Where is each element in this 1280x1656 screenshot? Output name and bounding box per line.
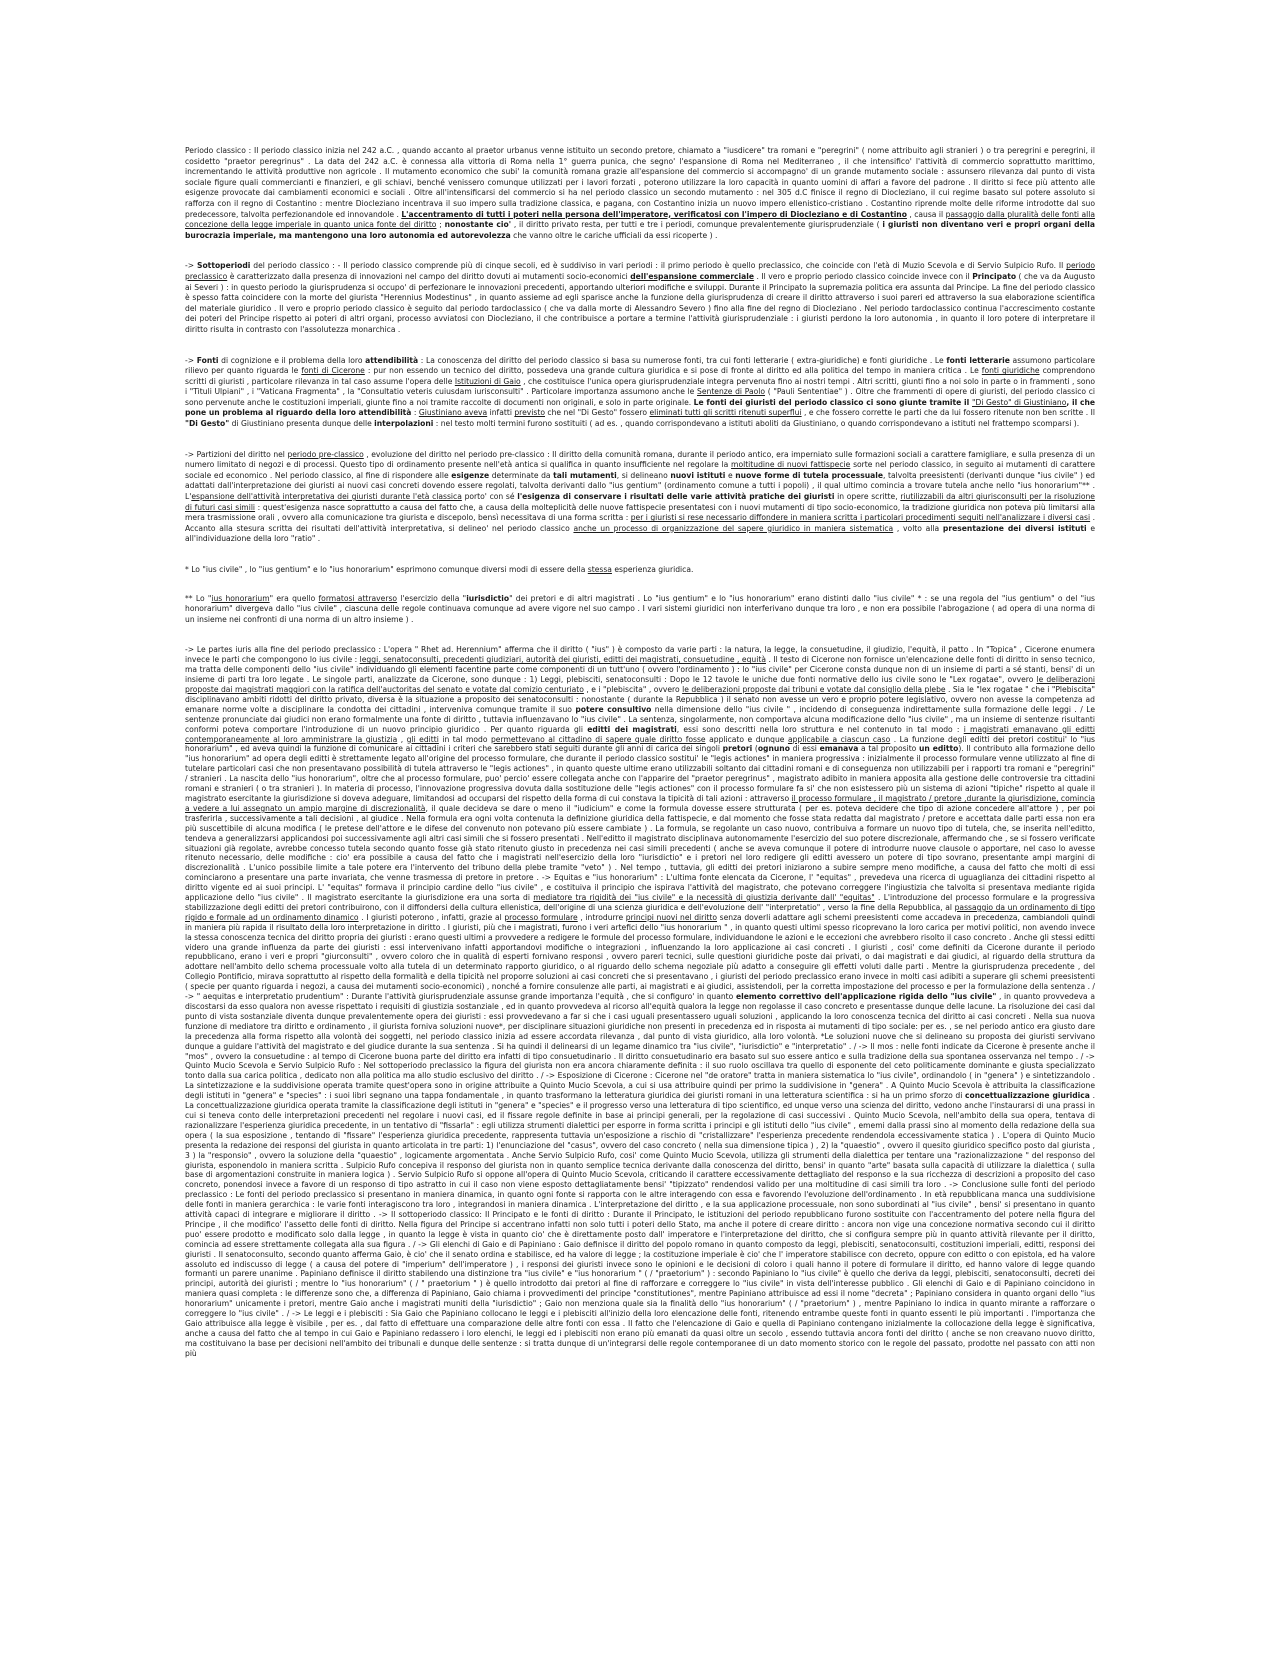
- text-run: : quest'esigenza nasce soprattutto a causa del fatto che, a causa della molteplicità delle nuove fattispecie presentatesi con i nuovi mutamenti di tipo socio-economico, la tradizione giuridica non poteva più limitarsi alla mera trasmissione orali , ovvero alla comunicazione tra giurista e discepolo, bensì necessitava di una forma scritta :: [185, 502, 1095, 523]
- text-run: , volto alla: [893, 523, 943, 533]
- text-run: comprendono scritti di giuristi , particolare rilevanza in tal caso assume l'opera delle: [185, 366, 1095, 386]
- text-run: " dei pretori e di altri magistrati . Lo "ius gentium" e lo "ius honorarium" erano distinti dallo "ius civile" * : se una regola del "ius gentium" o del "ius honorarium" divergeva dallo "ius civile" , ciascuna delle regole continuava comunque ad avere vigore nel suo campo . I vari sistemi giuridici non interferivano dunque tra loro , e non era possibile l'abrogazione ( ad opera di una norma di un insieme nei confronti di una norma di un altro insieme ) .: [185, 593, 1095, 624]
- text-run: "Di Gesto": [185, 419, 230, 429]
- text-run: le deliberazioni proposte dai tribuni e votate dal consiglio della plebe: [682, 685, 946, 694]
- text-run: attendibilità: [365, 355, 419, 365]
- text-run: , talvolta preesistenti (derivanti dunque "ius civile" ) ed adattati dall'interpretazione dei giuristi ai nuovi casi concreti dovendo essere regolati, talvolta derivanti dallo "ius gentium" (ordinamento comune a tutti i popoli) , il qual ultimo comincia a trovare tutela anche nello "ius honorarium"** . L': [185, 470, 1096, 502]
- text-run: fonti di Cicerone: [301, 366, 365, 376]
- text-run: Sentenze di Paolo: [697, 387, 766, 397]
- text-run: -> Le partes iuris alla fine del periodo preclassico : L'opera " Rhet ad. Herennium" afferma che il diritto ( "ius" ) è composto da varie parti : la natura, la legge, la consuetudine, il giudizio, l'equità, il patto . In "Topica" , Cicerone enumera invece le parti che compongono lo ius civile :: [185, 645, 1095, 665]
- text-run: ). Il contributo alla formazione dello "ius honorarium" ad opera degli editti è strettamente legato all'origine del processo formulare, che durante il periodo classico sostitui' le "legis actiones" in maniera progressiva : inizialmente il processo formulare venne utilizzato al fine di tutelare particolari casi che non presentavano possibilità di tutela attraverso le "legis actiones" , in quanto queste ultime erano utilizzabili soltanto dai cittadini romani e di conseguenza non utilizzabili per i rapporti tra romani e "peregrini" / stranieri . La nascita dello "ius honorarium", oltre che al processo formulare, puo' percio' essere collegata anche con l'apparire del "praetor peregrinus" , magistrato adibito in maniera apposita alla gestione delle controversie tra cittadini romani e stranieri ( o tra stranieri ). In materia di processo, l'innovazione progressiva dovuta dalla sostituzione delle "legis actiones" con il processo formulare fa si' che non esistessero più un sistema di azioni "tipiche" rispetto al quale il magistrato esercitante la giurisdizione si doveva adeguare, limitandosi ad occuparsi del rispetto della forma di cui constava la tipicità di tali azioni : attraverso: [185, 744, 1095, 803]
- text-run: Fonti: [196, 355, 219, 365]
- text-run: dell'espansione commerciale: [630, 271, 755, 281]
- text-run: gli editti: [406, 734, 439, 744]
- text-run: , il quale decideva se dare o meno il "iudicium" e come la formula dovesse essere strutturata ( per es. poteva decidere che tipo di azione concedere all'attore ) , per poi trasferirla , successivamente a tali decisioni , al giudice . Nella formula era ogni volta contenuta la definizione giuridica della fattispecie, e dal momento che fosse stata redatta dal magistrato / pretore e accettata dalle parti essa non era più suscettibile di alcuna modifica ( le pretese dell'attore e le difese del convenuto non potevano più essere cambiate ) . La formula, se regolante un caso nuovo, contribuiva a formare un nuovo tipo di tutela, che, se inserita nell'editto, tendeva a generalizzarsi applicandosi poi successivamente agli altri casi simili che si fossero presentati . Nell'editto il magistrato disciplinava autonomamente l'esercizio del suo potere discrezionale, affermando che , se si fossero verificate situazioni già regolate, avrebbe concesso tutela secondo quanto fosse già stato ritenuto giusto in precedenza nei casi simili precedenti ( anche se aveva comunque il potere di introdurre nuove clausole o apportare, nel caso lo avesse ritenuto necessario, delle modifiche : cio' era possibile a causa del fatto che i magistrati nell'esercizio della loro "iurisdictio" e i pretori nel loro redigere gli editti avessero un potere di tipo sovrano, presentante ampi margini di discrezionalità . L'unico possibile limite a tale potere era l'intervento del tribuno della plebe tramite "veto" ) . Nel tempo , tuttavia, gli editti dei pretori iniziarono a subire sempre meno modifiche, a causa del fatto che molti di essi cominciarono a presentare una parte invariata, che venne trasmessa di pretore in pretore . -> Equitas e "ius honorarium" : L'ultima fonte elencata da Cicerone, l' "equitas" , prevedeva una ricerca di uguaglianza dei cittadini rispetto al diritto vigente ed ai suoi principi. L' "equitas" formava il principio cardine dello "ius civile" , e costituiva il principio che ispirava l'attività del magistrato, che potevano correggere l'ingiustizia che talvolta si presentava mediante rigida applicazione dello "ius civile" . Il magistrato esercitante la giurisdizione era una sorta di: [185, 803, 1095, 903]
- text-run: passaggio dalla pluralità delle fonti alla concezione della legge imperiale in quanto unica fonte del diritto: [185, 209, 1096, 230]
- paragraph-fonti: [185, 356, 1095, 430]
- text-run: concettualizzazione giuridica: [965, 1091, 1090, 1101]
- text-run: periodo pre-classico: [287, 449, 364, 459]
- text-run: ognuno: [757, 744, 790, 754]
- text-run: iurisdictio: [466, 593, 510, 603]
- text-run: fonti letterarie: [946, 355, 1010, 365]
- text-run: ius honorarium: [211, 593, 270, 603]
- text-run: in tal modo: [438, 734, 491, 744]
- text-run: in opere scritte,: [834, 492, 901, 502]
- text-run: applicato e dunque: [705, 734, 788, 744]
- text-run: ;: [436, 220, 445, 230]
- text-run: a tal proposito: [858, 744, 919, 754]
- paragraph-partes-iuris: [185, 645, 1095, 1358]
- text-run: fonti giuridiche: [981, 366, 1040, 376]
- text-run: esigenze: [451, 470, 490, 480]
- text-run: che nel "Di Gesto" fossero: [545, 408, 650, 418]
- text-run: . Accanto alla stesura scritta dei risultati dell'attività interpretativa, si delineo' nel periodo classico: [185, 513, 1095, 533]
- text-run: i giuristi non diventano veri e propri organi della burocrazia imperiale, ma mantengono una loro autonomia ed autorevolezza: [185, 220, 1095, 240]
- text-run: del periodo classico : - Il periodo classico comprende più di cinque secoli, ed è suddiviso in vari periodi : il primo periodo è quello preclassico, che coincide con l'età di Muzio Scevola e di Servio Sulpicio Rufo. Il: [250, 261, 1067, 271]
- text-run: : pur non essendo un tecnico del diritto, possedeva una grande cultura giuridica e si pose di fronte al diritto ed alla politica del tempo in maniera critica . Le: [364, 366, 982, 376]
- document-page: [185, 146, 1095, 1359]
- text-run: ** Lo ": [185, 593, 212, 603]
- text-run: e: [725, 470, 736, 480]
- text-run: per i giuristi si rese necessario diffondere in maniera scritta i particolari procedimenti seguiti nell'analizzare i diversi casi: [630, 513, 1091, 523]
- text-run: presentazione dei diversi istituti: [942, 523, 1087, 533]
- text-run: l'esercizio della ": [397, 593, 467, 603]
- text-run: porto' con sé: [461, 492, 518, 502]
- text-run: principi nuovi nel diritto: [625, 912, 717, 922]
- text-run: Le fonti dei giuristi del periodo classico ci sono giunte tramite il: [693, 397, 972, 407]
- text-run: è caratterizzato dalla presenza di innovazioni nel campo del diritto dovuti ai mutamenti socio-economici: [227, 271, 631, 281]
- text-run: il processo formulare , il magistrato / pretore ,durante la giurisdizione, comincia a vedere a lui assegnato un ampio margine di discrezionalità: [185, 793, 1096, 813]
- text-run: l'esigenza di conservare i risultati delle varie attività pratiche dei giuristi: [517, 492, 835, 502]
- text-run: "Di Gesto" di Giustiniano: [972, 397, 1067, 407]
- text-run: anche un processo di organizzazione del sapere giuridico in maniera sistematica: [573, 523, 894, 533]
- text-run: . La funzione degli editti dei pretori costitui' lo "ius honorarium" , ed aveva quindi la funzione di comunicare ai cittadini i criteri che sarebbero stati seguiti durante gli anni di carica dei singoli: [185, 734, 1096, 754]
- text-run: determinate da: [489, 470, 554, 480]
- text-run: . La concettualizzazione giuridica operata tramite la classificazione degli istituti in "genera" e "species" e il progresso verso una letteratura di tipo scientifico, ed unque verso una scienza del diritto, vedono anche l'instaurarsi di una prassi in cui si teneva conto delle interpretazioni precedenti nel regolare i nuovi casi, ed il fissare regole definite in base ai principi generali, per la regolazione di casi successivi . Quinto Mucio Scevola, nell'ambito della sua opera, tentava di razionalizzare l'esperienza giuridica precedente, in un tentativo di "fissarla" : egli utilizza strumenti dialettici per esporre in forma scritta i principi e gli istituti dello "ius civile" , ememi dalla prassi sino al momento della redazione della sua opera ( la sua esposizione , tentando di "fissare" l'esperienza giuridica precedente, rappresenta tuttavia un'esposizione a rischio di "cristallizzare" l'esperienza precedente rendendola eccessivamente statica ) . L'opera di Quinto Mucio presenta la redazione dei responsi del giurista in quanto articolata in tre parti: 1) l'enunciazione del "casus", ovvero del caso concreto ( nella sua dimensione tipica ) , 2) la "quaestio" , ovvero il quesito giuridico specifico posto dal giurista , 3 ) la "responsio" , ovvero la soluzione della "quaestio" , logicamente argomentata . Anche Servio Sulpicio Rufo, cosi' come Quinto Mucio Scevola, utilizza gli strumenti della dialettica per tentare una "razionalizzazione " del responso del giurista, esponendolo in maniera scritta . Sulpicio Rufo concepiva il responso del giurista non in quanto semplice tecnica derivante dalla conoscenza del diritto, bensi' in quanto "arte" basata sulla capacità di utilizzare la dialettica ( sulla base di argomentazioni construite in maniera logica ) . Servio Sulpicio Rufo si oppone all'opera di Quinto Mucio Scevola, criticando il carattere eccessivamente dettagliato del responso e la sua ricchezza di descrizioni a proposito del caso concreto, ponendosi invece a favore di un responso di tipo astratto in cui il caso non viene esposto dettagliatamente bensi' "tipizzato" rendendosi valido per una moltitudine di casi simili tra loro . -> Conclusione sulle fonti del periodo preclassico : Le fonti del periodo preclassico si presentano in maniera dinamica, in quanto ogni fonte si rapporta con le altre interagendo con essa e favorendo l'evoluzione dell'ordinamento . In età repubblicana manca una suddivisione delle fonti in maniera gerarchica : le varie fonti interagiscono tra loro , integrandosi in maniera dinamica . L'interpretazione del diritto , e la sua applicazione processuale, non sono subordinati al "ius civile" , bensi' si presentano in quanto attività capaci di integrare e migliorare il diritto . -> Il sottoperiodo classico: Il Principato e le fonti di diritto : Durante il Principato, le istituzioni del periodo repubblicano furono sostituite con l'accentramento del potere nella figura del Principe , il che modifico' l'assetto delle fonti di diritto. Nella figura del Principe si accentrano infatti non solo tutti i poteri dello Stato, ma anche il potere di creare diritto : ancora non vige una concezione normativa secondo cui il diritto puo' essere prodotto e modificato solo dalla legge , in quanto la legge è vista in quanto cio' che è direttamente posto dall' imperatore e l'interpretazione del diritto, che si configura sempre più in quanto attività rilevante per il diritto, comincia ad essere strettamente collegata alla sua figura . / -> Gli elenchi di Gaio e di Papiniano : Gaio definisce il diritto del popolo romano in quanto composto da leggi, plebisciti, senatoconsulti, costituzioni imperiali, editti, responsi dei giuristi . Il senatoconsulto, secondo quanto afferma Gaio, è cio' che il senato ordina e stabilisce, ed ha valore di legge ; la costituzione imperiale è cio' che l' imperatore stabilisce con decreto, oppure con editto o con epistola, ed ha valore assoluto ed indiscusso di legge ( a causa del potere di "imperium" dell'imperatore ) , i responsi dei giuristi invece sono le opinioni e le decisioni di coloro i quali hanno il potere di formulare il diritto, ed hanno valore di legge quando formanti un parere unanime . Papiniano definisce il diritto stabilendo una distinzione tra "ius civile" e "ius honorarium " ( / "praetorium" ) : secondo Papiniano lo "ius civile" è quello che deriva da leggi, plebisciti, senatoconsulti, decreti dei principi, autorità dei giuristi ; mentre lo "ius honorarium" ( / " praetorium " ) è quello introdotto dai pretori al fine di rafforzare e correggere lo "ius civile" in vista dell'interesse pubblico . Gli elenchi di Gaio e di Papiniano coincidono in maniera quasi completa : le differenze sono che, a differenza di Papiniano, Gaio chiama i provvedimenti del principe "constitutiones", mentre Papiniano attribuisce ad essi il nome "decreta" ; Papiniano considera in quanto organi dello "ius honorarium" unicamente i pretori, mentre Gaio anche i magistrati muniti della "iurisdictio" ; Gaio non menziona quale sia la finalità dello "ius honorarium" ( / "praetorium" ) , mentre Papiniano lo indica in quanto mirante a rafforzare o correggere lo "ius civile" . / -> Le leggi e i plebisciti : Sia Gaio che Papiniano collocano le leggi e i plebisciti all'inizio della loro elencazione delle fonti, ritenendo entrambe queste fonti in quanto essenti le più importanti . l'importanza che Gaio attribuisce alla legge è visibile , per es. , dal fatto di effettuare una comparazione delle altre fonti con essa . Il fatto che l'elencazione di Gaio e quella di Papiniano contengano inizialmente la collocazione della legge è significativa, anche a causa del fatto che al tempo in cui Gaio e Papiniano redassero i loro elenchi, le leggi ed i plebisciti non erano più emanati da quasi oltre un secolo , essendo tuttavia ancora fonti del diritto ( anche se non creavano nuovo diritto, ma costituivano la base per decisioni nell'ambito dei tribunali e dunque delle sentenze : si tratta dunque di un'integrarsi delle regole contemporanee di un dato momento storico con le regole del passato, prodotte nel passato con atti non più: [185, 1091, 1096, 1358]
- text-run: leggi, senatoconsulti, precedenti giudiziari, autorità dei giuristi, editti dei magistrati, consuetudine , equità: [359, 655, 766, 665]
- text-run: , e i "plebiscita" , ovvero: [583, 685, 683, 694]
- text-run: periodo preclassico: [185, 261, 1095, 281]
- text-run: potere consultivo: [575, 704, 652, 714]
- text-run: assumono particolare rilievo per quanto riguarda le: [185, 355, 1095, 376]
- text-run: applicabile a ciascun caso: [787, 734, 891, 744]
- text-run: infatti: [487, 408, 515, 418]
- text-run: esperienza giuridica.: [611, 565, 694, 574]
- text-run: , in quanto provvedeva a discostarsi da esso qualora non avesse rispettato i requisiti di giustizia sostanziale , ed in quanto provvedeva al ricorso all'equità qualora la legge non regolasse il caso concreto e presentasse dunque delle lacune. La risoluzione dei casi dal punto di vista sostanziale diventa dunque prevalentemente opera dei giuristi : essi provvedevano a far si che i casi uguali presentassero uguali soluzioni , applicando la loro conoscenza tecnica del diritto ai casi concreti . Nella sua nuova funzione di mediatore tra diritto e ordinamento , il giurista forniva soluzioni nuove*, per disciplinare situazioni giuridiche non presenti in precedenza ed in risposta ai mutamenti di tipo sociale: per es. , se nel periodo antico era giusto dare la precedenza alla forma rispetto alla volontà dei soggetti, nel periodo classico inizia ad essere accordata rilevanza , dal punto di vista giuridico, alla loro volontà. *Le soluzioni nuove che si delineano su proposta dei giuristi servivano dunque a guidare l'attività del magistrato e del giudice durante la sua sentenza . Si ha quindi il delinearsi di un legame dinamico tra "ius civile", "iurisdictio" e "interpretatio" . / -> Il mos : nelle fonti indicate da Cicerone è presente anche il "mos" , ovvero la consuetudine : al tempo di Cicerone buona parte del diritto era infatti di tipo consuetudinario . Il diritto consuetudinario era basato sul suo essere antico e sulla tradizione della sua spontanea osservanza nel tempo . / -> Quinto Mucio Scevola e Servio Sulpicio Rufo : Nel sottoperiodo preclassico la figura del giurista non era ancora chiaramente definita : il suo ruolo oscillava tra quello di esponente del ceto politicamente dominante e giusta specializzato tonto dalla sua carica politica , dedicato non alla politica ma allo studio esclusivo del diritto . / -> Esposizione di Cicerone : Cicerone nel "de oratore" tratta in maniera sistematica lo "ius civile", ordinandolo ( in "genera" ) e sintetizzandolo . La sintetizzazione e la suddivisione operata tramite quest'opera sono in origine attribuite a Quinto Mucio Scevola, a cui si usa attribuire quindi per primo la suddivisione in "genera" . A Quinto Mucio Scevola è attribuita la classificazione degli istituti in "genera" e "species" : i suoi libri segnano una tappa fondamentale , in quanto trasformano la letteratura giuridica dei giuristi romani in una letteratura scientifica : si ha un primo sforzo di: [185, 992, 1095, 1101]
- text-run: ->: [185, 355, 197, 365]
- paragraph-nota-2: [185, 594, 1095, 626]
- text-run: senza doverli adattare agli schemi preesistenti come accadeva in precedenza, cambiandoli quindi in maniera più rapida il risultato della loro interpretazione in diritto . I giuristi, più che i magistrati, furono i veri artefici dello "ius honorarium " , in quanto questi ultimi spesso ricoprevano la loro carica per motivi politici, non avendo invece la stessa conoscenza tecnica del diritto propria dei giuristi : erano questi ultimi a provvedere a redigere le formule del processo formulare, individuandone le azioni e le eccezioni che avrebbero risolto il caso concreto . Anche gli stessi editti videro una grande influenza da parte dei giuristi : essi intervenivano infatti apportandovi modifiche o integrazioni , influenzando la loro applicazione ai casi concreti . I giuristi , cosi' come definiti da Cicerone durante il periodo repubblicano, erano i veri e propri "giurconsulti" , ovvero coloro che in qualità di esperti fornivano responsi , ovvero pareri tecnici, sulle questioni giuridiche poste dai privati, o dai magistrati e dai giudici, al riguardo della struttura da adottare nell'ambito dello schema processuale volto alla tutela di un determinato rapporto giuridico, o al riguardo dello schema negoziale più adatto a conseguire gli effetti voluti dalle parti . Mentre la giurisprudenza precedente , del Collegio Pontificio, mirava soprattutto al rispetto della formalità e della tipicità nel proporre soluzioni ai casi concreti che si presentavano , i giuristi del periodo preclassico erano invece in molti casi adibiti a superare gli schemi preesistenti ( specie per quanto riguarda i negozi, a causa dei mutamenti socio-economici) , nonché a fornire consulenze alle parti, ai magistrati e ai giudici, assistendoli, per la corretta impostazione del processo e per la formulazione della sentenza . / -> " aequitas e interpretatio prudentium" : Durante l'attività giurisprudenziale assunse grande importanza l'equità , che si configuro' in quanto: [185, 912, 1096, 1002]
- text-run: Periodo classico : Il periodo classico inizia nel 242 a.C. , quando accanto al praetor urbanus venne istituito un secondo pretore, chiamato a "iusdicere" tra romani e "peregrini" ( nome attribuito agli stranieri ) o tra peregrini e peregrini, il cosidetto "praetor peregrinus" . La data del 242 a.C. è connessa alla vittoria di Roma nella 1° guerra punica, che segno' l'espansione di Roma nel Mediterraneo , il che intensifico' l'attività di commercio soprattutto marittimo, incrementando le attività produttive non agricole . Il mutamento economico che subi' la comunità romana grazie all'espansione del commercio si accompagno' di un grande mutamento sociale : assunsero rilevanza dal punto di vista sociale figure quali commercianti e finanzieri, e gli schiavi, benché venissero comunque utilizzati per i lavori forzati , poterono utilizzare la loro capacità in quanto uomini di affari a favore del padrone . Il diritto si fece più attento alle esigenze provocate dai cambiamenti economici e sociali . Oltre all'intensificarsi del commercio si ha nel periodo classico un secondo mutamento : nel 305 d.C finisce il regno di Diocleziano, il cui regime basato sul potere assoluto si rafforza con il regno di Costantino : mentre Diocleziano incentrava il suo impero sulla tradizione classica, e pagana, con Costantino inizia un nuovo impero ellenistico-cristiano . Costantino riprende molte delle riforme introdotte dal suo predecessore, talvolta perfezionandole ed innovandole .: [185, 146, 1095, 219]
- text-run: un editto: [918, 744, 959, 754]
- text-run: , evoluzione del diritto nel periodo pre-classico : Il diritto della comunità romana, durante il periodo antico, era imperniato sulle formazioni sociali a carattere famigliare, e sulla presenza di un numero limitato di negozi e di processi. Questo tipo di ordinamento presente nell'età antica si qualifica in quanto insufficiente nel regolare la: [185, 449, 1095, 470]
- text-run: : nel testo molti termini furono sostituiti ( ad es. , quando corrispondevano a istituti aboliti da Giustiniano, o quando corrispondevano a istituti nel frattempo scomparsi ).: [433, 419, 1080, 429]
- text-run: nella dimensione dello "ius civile " , incidendo di conseguenza indirettamente sulla formazione delle leggi . / Le sentenze pronunciate dai giudici non erano formalmente una fonte di diritto , tuttavia influenzavano lo "ius civile" . La sentenza, singolarmente, non comportava alcuna modificazione dello "ius civile" , ma un insieme di sentenze risultanti conformi poteva comportare l'introduzione di un nuovo principio giuridico . Per quanto riguarda gli: [185, 704, 1095, 734]
- text-run: . Sia le "lex rogatae " che i "Plebiscita" disciplinavano ambiti ridotti del diritto privato, diversa è la situazione a proposito dei senatoconsulti : nonostante ( durante la Repubblica ) il senato non avesse un vero e proprio potere legislativo, ovvero non avesse la competenza ad emanare norme volte a disciplinare la condotta dei cittadini , interveniva comunque tramite il suo: [185, 685, 1096, 714]
- text-run: Istituzioni di Gaio: [454, 376, 521, 386]
- text-run: espansione dell'attività interpretativa dei giuristi durante l'età classica: [191, 492, 462, 502]
- text-run: ,: [397, 734, 407, 744]
- text-run: nuove forme di tutela processuale: [735, 470, 883, 480]
- paragraph-periodo-classico: [185, 146, 1095, 241]
- paragraph-partizioni: [185, 450, 1095, 545]
- text-run: , che costituisce l'unica opera giurisprudenziale integra pervenuta fino ai nostri tempi . Altri scritti, giunti fino a noi solo in parte o in frammenti , sono i "Tituli Ulpiani" , i "Vaticana Fragmenta" , la "Consultatio veteris cuiusdam iurisconsulti" . Particolare importanza assumono anche le: [185, 376, 1095, 397]
- text-run: , essi sono descritti nella loro struttura e nel contenuto in tal modo :: [676, 724, 964, 734]
- text-run: formatosi attraverso: [318, 593, 398, 603]
- text-run: moltitudine di nuovi fattispecie: [731, 460, 851, 470]
- text-run: L'accentramento di tutti i poteri nella persona dell'imperatore, verificatosi con l'impero di Diocleziano e di Costantino: [401, 209, 907, 219]
- paragraph-sottoperiodi: [185, 261, 1095, 335]
- text-run: , il diritto privato resta, per tutti e tre i periodi, comunque prevalentemente giurisprudenziale (: [511, 220, 883, 230]
- text-run: emanava: [819, 744, 859, 754]
- text-run: . L'introduzione del processo formulare e la progressiva stabilizzazione degli editti dei pretori contribuirono, con il diffondersi della cultura ellenistica, dell'origine di una scienza giuridica e dell'evoluzione dell' "interpretatio" , verso la fine della Repubblica, al: [185, 893, 1096, 912]
- text-run: : La conoscenza del diritto del periodo classico si basa su numerose fonti, tra cui fonti letterarie ( extra-giuridiche) e fonti giuridiche . Le: [418, 355, 947, 365]
- text-run: di cognizione e il problema della loro: [218, 355, 366, 365]
- text-run: tali mutamenti: [553, 470, 617, 480]
- text-run: mediatore tra rigidità dei "ius civile" e la necessità di giustizia derivante dall' "equitas": [533, 893, 875, 903]
- text-run: . Il testo di Cicerone non fornisce un'elencazione delle fonti di diritto in senso tecnico, ma tratta delle componenti dello "ius civile" individuando gli elementi facentine parte come componenti di un tutt'uno ( ovvero l'ordinamento ) : lo "ius civile" per Cicerone consta dunque non di un insieme di parti a sé stanti, bensi' di un insieme di parti tra loro legate . Le singole parti, analizzate da Cicerone, sono dunque : 1) Leggi, plebisciti, senatoconsulti : Dopo le 12 tavole le uniche due fonti normative dello ius civile sono le "Lex rogatae", ovvero: [185, 655, 1095, 685]
- text-run: ( "Pauli Sententiae" ) . Oltre che frammenti di opere di giuristi, del periodo classico ci sono pervenute anche le costituzioni imperiali, giunte fino a noi tramite raccolte di documenti non originali, e solo in parte originale.: [185, 387, 1095, 407]
- text-run: eliminati tutti gli scritti ritenuti superflui: [649, 408, 802, 418]
- text-run: :: [411, 408, 419, 418]
- text-run: le deliberazioni proposte dai magistrati maggiori con la ratifica dell'auctoritas del senato e votate dal comizio centuriato: [185, 675, 1095, 694]
- text-run: , causa il: [906, 209, 946, 219]
- text-run: ( che va da Augusto ai Severi ) : in questo periodo la giurisprudenza si occupo' di perfezionare le innovazioni precedenti, apportando ulteriori modifiche e sviluppi. Durante il Principato la supremazia politica era assunta dal Principe. La fine del periodo classico è spesso fatta coincidere con la morte del giurista "Herennius Modestinus" , in quanto assieme ad egli sparisce anche la funzione della giurisprudenza di creare il diritto attraverso i suoi pareri ed attraverso la sua elaborazione scientifica del materiale giuridico . Il vero e proprio periodo classico è seguito dal periodo tardoclassico ( che va dalla morte di Alessandro Severo ) fino alla fine del regno di Diocleziano . Nel periodo tardoclassico continua l'accrescimento costante dei poteri del Principe rispetto ai poteri di altri organi, processo avviatosi con Diocleziano, il che contribuisce a portare a termine l'attività giurisprudenziale : i giuristi perdono la loro autonomia , in quanto il loro potere di interpretare il diritto risulta in contrasto con l'assolutezza monarchica .: [185, 271, 1095, 334]
- text-run: interpolazioni: [374, 419, 434, 429]
- text-run: Sottoperiodi: [197, 261, 251, 271]
- text-run: . I giuristi poterono , infatti, grazie al: [358, 912, 505, 922]
- text-run: , si delineano: [616, 470, 671, 480]
- text-run: Giustiniano aveva: [418, 408, 488, 418]
- text-run: (: [752, 744, 758, 754]
- text-run: stessa: [587, 565, 612, 574]
- text-run: nuovi istituti: [670, 470, 726, 480]
- text-run: editti dei magistrati: [587, 724, 677, 734]
- text-run: processo formulare: [504, 912, 578, 922]
- text-run: pretori: [722, 744, 753, 754]
- text-run: che vanno oltre le cariche ufficiali da essi ricoperte ) .: [510, 230, 718, 240]
- text-run: Principato: [972, 271, 1017, 281]
- text-run: passaggio da un ordinamento di tipo rigido e formale ad un ordinamento dinamico: [185, 902, 1095, 922]
- text-run: , e che fossero corrette le parti che da lui fossero ritenute non ben scritte . Il: [801, 408, 1095, 418]
- text-run: ->: [185, 261, 197, 271]
- text-run: permettevano al cittadino di sapere quale diritto fosse: [490, 734, 706, 744]
- text-run: previsto: [514, 408, 545, 418]
- text-run: elemento correttivo dell'applicazione rigida dello "ius civile": [735, 992, 997, 1002]
- text-run: e all'individuazione della loro "ratio" .: [185, 523, 1095, 544]
- text-run: * Lo "ius civile" , lo "ius gentium" e lo "ius honorarium" esprimono comunque diversi modi di essere della: [185, 565, 588, 574]
- paragraph-nota-1: [185, 565, 1095, 576]
- text-run: " era quello: [269, 593, 319, 603]
- text-run: , il che pone un problema al riguardo della loro attendibilità: [185, 397, 1096, 418]
- text-run: i magistrati emanavano gli editti contemporaneamente al loro amministrare la giustizia: [185, 724, 1096, 744]
- text-run: , introdurre: [577, 912, 626, 922]
- text-run: di Giustiniano presenta dunque delle: [229, 419, 375, 429]
- text-run: sorte nel periodo classico, in seguito ai mutamenti di carattere sociale ed economico . Nel periodo classico, al fine di rispondere alle: [185, 460, 1096, 480]
- text-run: -> Partizioni del diritto nel: [185, 449, 288, 459]
- text-run: . Il vero e proprio periodo classico coincide invece con il: [754, 271, 973, 281]
- text-run: di essi: [789, 744, 820, 754]
- text-run: nonostante cio': [444, 220, 512, 230]
- text-run: riutilizzabili da altri giurisconsulti per la risoluzione di futuri casi simili: [185, 492, 1095, 512]
